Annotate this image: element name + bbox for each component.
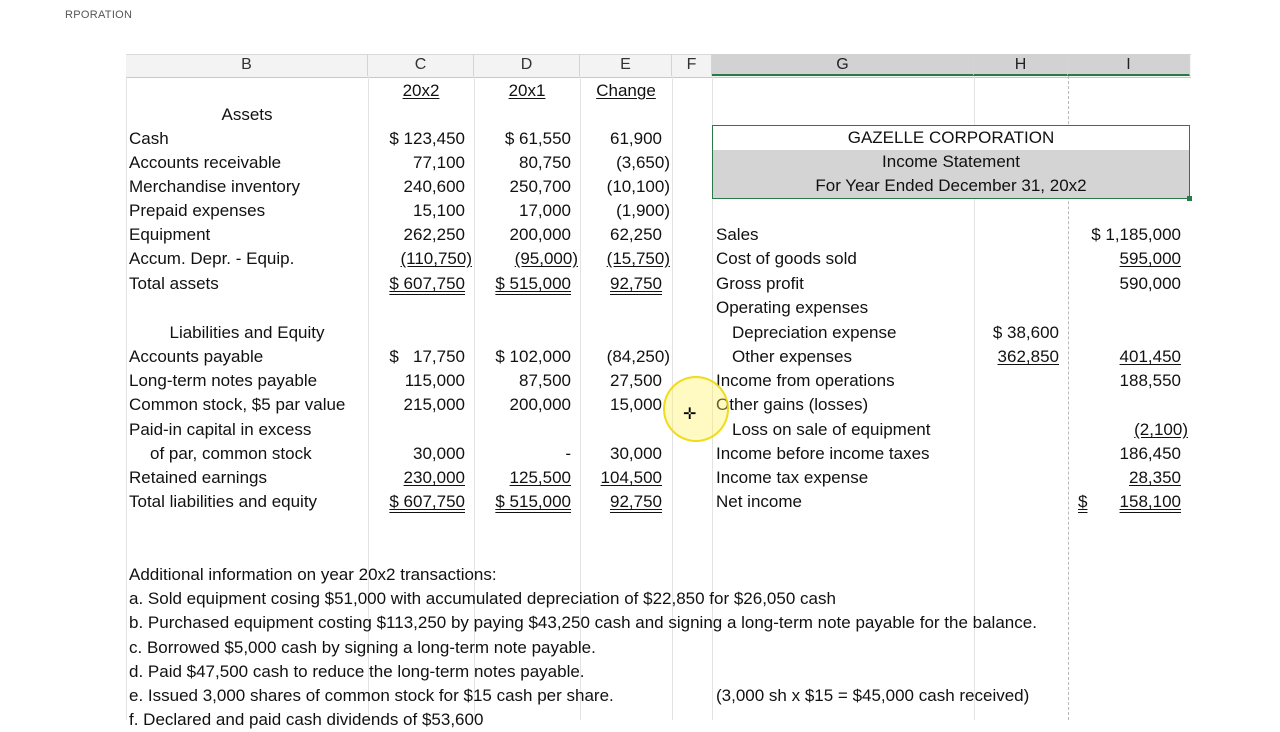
total-opex-value[interactable]: 401,450 [1119, 347, 1181, 366]
assets-title[interactable]: Assets [221, 105, 273, 124]
ap-20x2[interactable]: $ 17,750 [389, 347, 465, 366]
notes-20x1[interactable]: 87,500 [519, 371, 571, 390]
ar-20x1[interactable]: 80,750 [519, 153, 571, 172]
common-stock-20x1[interactable]: 200,000 [509, 395, 571, 414]
title-strip [65, 0, 1214, 33]
cogs-value[interactable]: 595,000 [1119, 249, 1181, 268]
common-stock-change[interactable]: 15,000 [610, 395, 662, 414]
total-liab-change[interactable]: 92,750 [610, 492, 662, 511]
sales-value[interactable]: $ 1,185,000 [1091, 225, 1181, 244]
accum-depr-20x1[interactable]: (95,000) [514, 249, 578, 268]
header-change[interactable]: Change [596, 81, 656, 100]
inventory-20x1[interactable]: 250,700 [509, 177, 571, 196]
income-statement-header-selection[interactable] [712, 125, 1190, 199]
additional-item-d[interactable]: d. Paid $47,500 cash to reduce the long-term notes payable. [129, 662, 585, 681]
net-income-value[interactable]: 158,100 [1119, 492, 1181, 511]
ar-20x2[interactable]: 77,100 [413, 153, 465, 172]
equipment-20x2[interactable]: 262,250 [403, 225, 465, 244]
statement-period[interactable]: For Year Ended December 31, 20x2 [815, 176, 1087, 195]
total-assets-label[interactable]: Total assets [129, 274, 219, 293]
total-liab-20x2[interactable]: $ 607,750 [389, 492, 465, 511]
paid-in-label-2[interactable]: of par, common stock [150, 444, 312, 463]
prepaid-label[interactable]: Prepaid expenses [129, 201, 266, 220]
notes-20x2[interactable]: 115,000 [404, 371, 465, 390]
notes-label[interactable]: Long-term notes payable [129, 371, 318, 390]
spreadsheet-grid[interactable] [65, 32, 1214, 729]
liabilities-title[interactable]: Liabilities and Equity [169, 323, 325, 342]
inventory-label[interactable]: Merchandise inventory [129, 177, 301, 196]
retained-label[interactable]: Retained earnings [129, 468, 267, 487]
retained-20x2[interactable]: 230,000 [403, 468, 465, 487]
left-margin [0, 0, 65, 720]
window-title-fragment: RPORATION [65, 9, 133, 21]
total-liab-20x1[interactable]: $ 515,000 [495, 492, 571, 511]
total-liab-label[interactable]: Total liabilities and equity [129, 492, 318, 511]
accum-depr-change[interactable]: (15,750) [606, 249, 670, 268]
retained-change[interactable]: 104,500 [600, 468, 662, 487]
cash-20x2[interactable]: $ 123,450 [389, 129, 465, 148]
opex-label[interactable]: Operating expenses [716, 298, 869, 317]
cogs-label[interactable]: Cost of goods sold [716, 249, 857, 268]
cash-20x1[interactable]: $ 61,550 [504, 129, 571, 148]
prepaid-20x2[interactable]: 15,100 [413, 201, 465, 220]
income-before-tax-label[interactable]: Income before income taxes [716, 444, 930, 463]
retained-20x1[interactable]: 125,500 [509, 468, 571, 487]
net-income-label[interactable]: Net income [716, 492, 802, 511]
paid-in-label[interactable]: Paid-in capital in excess [129, 420, 312, 439]
equipment-change[interactable]: 62,250 [610, 225, 662, 244]
accum-depr-20x2[interactable]: (110,750) [400, 249, 472, 268]
fill-handle[interactable] [1187, 196, 1192, 201]
statement-title[interactable]: Income Statement [882, 152, 1020, 171]
gross-profit-label[interactable]: Gross profit [716, 274, 804, 293]
crosshair-cursor-icon: ✛ [683, 406, 697, 423]
column-header-c[interactable]: C [368, 54, 474, 76]
additional-note-e[interactable]: (3,000 sh x $15 = $45,000 cash received) [716, 686, 1030, 705]
right-margin [1214, 0, 1280, 720]
paid-in-20x2[interactable]: 30,000 [413, 444, 465, 463]
income-ops-label[interactable]: Income from operations [716, 371, 895, 390]
column-header-b[interactable]: B [126, 54, 368, 76]
ap-20x1[interactable]: $ 102,000 [495, 347, 571, 366]
total-assets-20x1[interactable]: $ 515,000 [495, 274, 571, 293]
additional-item-c[interactable]: c. Borrowed $5,000 cash by signing a long-term note payable. [129, 638, 596, 657]
total-assets-20x2[interactable]: $ 607,750 [389, 274, 465, 293]
column-header-f[interactable]: F [672, 54, 712, 76]
paid-in-20x1[interactable]: - [565, 444, 571, 463]
gross-profit-value[interactable]: 590,000 [1119, 274, 1181, 293]
column-header-h[interactable]: H [974, 54, 1068, 76]
equipment-label[interactable]: Equipment [129, 225, 211, 244]
ar-change[interactable]: (3,650) [616, 153, 670, 172]
loss-sale-value[interactable]: (2,100) [1134, 420, 1188, 439]
header-20x1[interactable]: 20x1 [508, 81, 546, 100]
additional-item-a[interactable]: a. Sold equipment cosing $51,000 with accumulated depreciation of $22,850 for $26,050 cash [129, 589, 836, 608]
cash-label[interactable]: Cash [129, 129, 169, 148]
header-20x2[interactable]: 20x2 [402, 81, 440, 100]
column-header-d[interactable]: D [474, 54, 580, 76]
depreciation-value[interactable]: $ 38,600 [992, 323, 1059, 342]
income-tax-value[interactable]: 28,350 [1129, 468, 1181, 487]
prepaid-20x1[interactable]: 17,000 [519, 201, 571, 220]
company-name[interactable]: GAZELLE CORPORATION [847, 128, 1055, 147]
accum-depr-label[interactable]: Accum. Depr. - Equip. [129, 249, 295, 268]
loss-sale-label[interactable]: Loss on sale of equipment [732, 420, 931, 439]
prepaid-change[interactable]: (1,900) [616, 201, 670, 220]
other-expenses-value[interactable]: 362,850 [997, 347, 1059, 366]
column-header-i[interactable]: I [1068, 54, 1190, 76]
ap-label[interactable]: Accounts payable [129, 347, 264, 366]
inventory-change[interactable]: (10,100) [606, 177, 670, 196]
common-stock-label[interactable]: Common stock, $5 par value [129, 395, 346, 414]
notes-change[interactable]: 27,500 [610, 371, 662, 390]
ar-label[interactable]: Accounts receivable [129, 153, 282, 172]
column-header-g[interactable]: G [712, 54, 974, 76]
additional-item-f[interactable]: f. Declared and paid cash dividends of $53,600 [129, 710, 484, 729]
additional-item-b[interactable]: b. Purchased equipment costing $113,250 by paying $43,250 cash and signing a long-term note payable for the balance. [129, 613, 1037, 632]
sales-label[interactable]: Sales [716, 225, 759, 244]
additional-item-e[interactable]: e. Issued 3,000 shares of common stock for $15 cash per share. [129, 686, 614, 705]
inventory-20x2[interactable]: 240,600 [403, 177, 465, 196]
cash-change[interactable]: 61,900 [610, 129, 662, 148]
other-expenses-label[interactable]: Other expenses [732, 347, 853, 366]
income-before-tax-value[interactable]: 186,450 [1119, 444, 1181, 463]
other-gains-label[interactable]: Other gains (losses) [716, 395, 869, 414]
column-header-e[interactable]: E [580, 54, 672, 76]
total-assets-change[interactable]: 92,750 [610, 274, 662, 293]
net-income-dollar[interactable]: $ [1078, 492, 1088, 511]
income-tax-label[interactable]: Income tax expense [716, 468, 869, 487]
gridline [126, 76, 127, 720]
paid-in-change[interactable]: 30,000 [610, 444, 662, 463]
equipment-20x1[interactable]: 200,000 [509, 225, 571, 244]
common-stock-20x2[interactable]: 215,000 [403, 395, 465, 414]
income-ops-value[interactable]: 188,550 [1119, 371, 1181, 390]
depreciation-label[interactable]: Depreciation expense [732, 323, 897, 342]
ap-change[interactable]: (84,250) [606, 347, 670, 366]
additional-info-title[interactable]: Additional information on year 20x2 transactions: [129, 565, 497, 584]
